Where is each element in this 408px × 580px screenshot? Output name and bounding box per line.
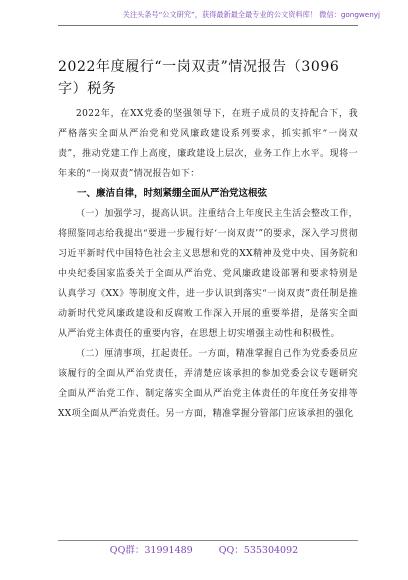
intro-paragraph: 2022年，在XX党委的坚强领导下，在班子成员的支持配合下，我严格落实全面从严治党和党风廉政建设系列要求，抓实抓牢“一岗双责”，推动党建工作上高度，廉政建设上层次，业务工作上水平。现将一年来的“一岗双责”情况报告如下： — [58, 109, 358, 179]
page-header — [0, 0, 408, 36]
page-footer — [0, 540, 408, 580]
footer-contacts — [0, 544, 408, 558]
footer-qq-contact: QQ：535304092 — [218, 545, 299, 556]
body-paragraph-1: （一）加强学习，提高认识。注重结合上年度民主生活会整改工作，将照鉴同志给我提出“要进一步履行好‘一岗双责’”的要求，深入学习贯彻习近平新时代中国特色社会主义思想和党的XX精神及党中央、国务院和中央纪委国家监委关于全面从严治党、党风廉政建设部署和要求特别是认真学习《XX》等制度文件，进一步认识到落实“一岗双责”责任制是推动新时代党风廉政建设和反腐败工作深入开展的重要举措，是落实全面从严治党主体责任的重要内容，在思想上切实增强主动性和积极性。 — [58, 209, 359, 339]
footer-rule — [58, 540, 358, 541]
document-title: 2022年度履行“一岗双责”情况报告（3096字）税务 — [58, 59, 340, 97]
header-banner: 关注头条号“公文研究”，获得最新最全最专业的公文资料库！ 微信：gongwenyj — [122, 10, 380, 19]
header-rule — [58, 25, 358, 26]
section-heading-1: 一、廉洁自律，时刻紧绷全面从严治党这根弦 — [77, 188, 268, 199]
footer-qq-group: QQ群：31991489 — [109, 545, 193, 556]
document-body — [58, 104, 358, 424]
body-paragraph-2: （二）厘清事项，扛起责任。一方面，精准掌握自己作为党委委员应该履行的全面从严治党责任，弄清楚应该承担的参加党委会议专题研究全面从严治党工作、制定落实全面从严治党主体责任的年度任务安排等XX项全面从严治党责任。另一方面，精准掌握分管部门应该承担的强化 — [58, 349, 359, 419]
